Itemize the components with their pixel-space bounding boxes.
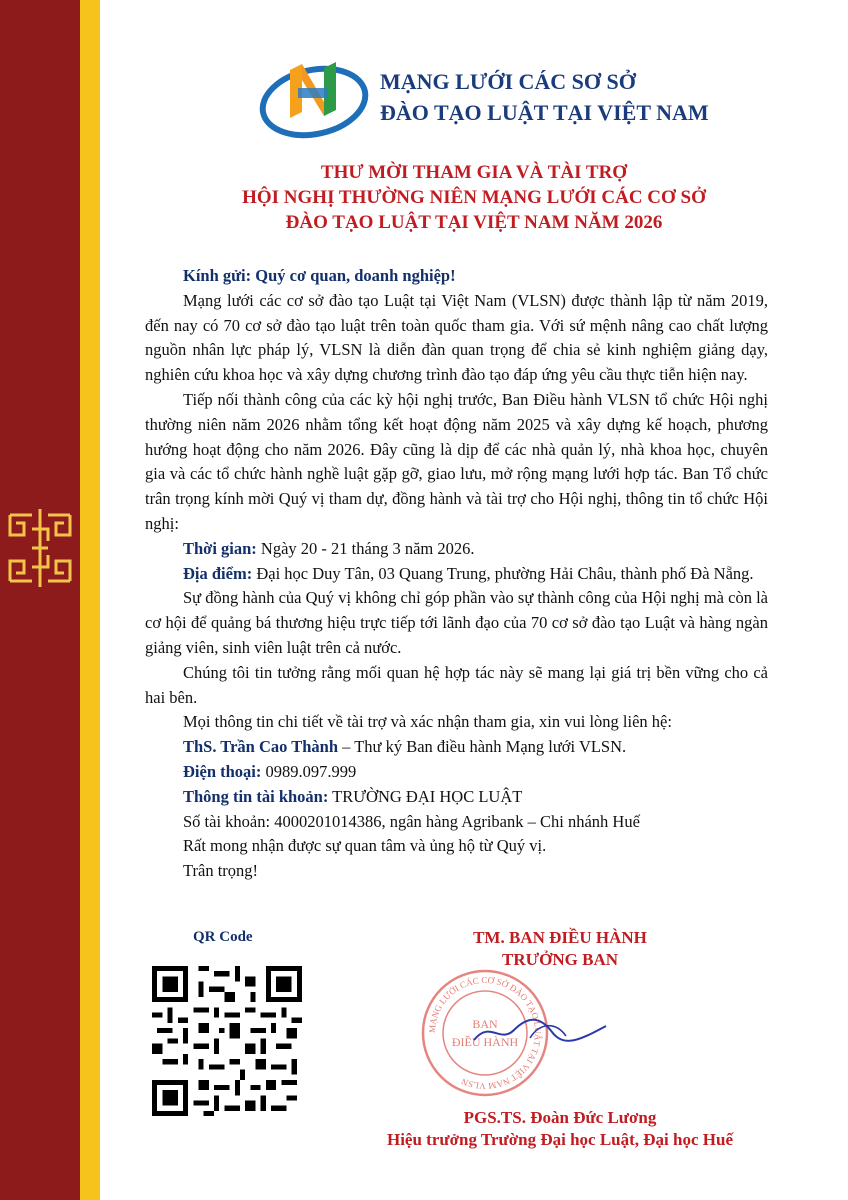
svg-text:MẠNG LƯỚI CÁC CƠ SỞ ĐÀO TẠO LU: MẠNG LƯỚI CÁC CƠ SỞ ĐÀO TẠO LUẬT TẠI VIỆT NAM VLSN [426, 974, 544, 1092]
signer-position: Hiệu trưởng Trường Đại học Luật, Đại học Huế [386, 1130, 734, 1149]
vlsn-logo [258, 58, 370, 140]
qr-code-icon[interactable] [152, 966, 302, 1116]
ornament-icon [2, 505, 78, 591]
svg-text:ĐIỀU HÀNH: ĐIỀU HÀNH [451, 1035, 519, 1049]
signature-title [430, 927, 690, 971]
account-line [145, 785, 768, 810]
signature-title-line1: TM. BAN ĐIỀU HÀNH [473, 928, 647, 947]
paragraph-contact: Mọi thông tin chi tiết về tài trợ và xác nhận tham gia, xin vui lòng liên hệ: [183, 712, 672, 732]
account-value: TRƯỜNG ĐẠI HỌC LUẬT [328, 786, 523, 806]
greeting: Kính gửi: Quý cơ quan, doanh nghiệp! [183, 266, 456, 285]
place-value: Đại học Duy Tân, 03 Quang Trung, phường Hải Châu, thành phố Đà Nẵng. [252, 563, 754, 583]
gold-stripe [80, 0, 100, 1200]
account-number: Số tài khoản: 4000201014386, ngân hàng Agribank – Chi nhánh Huế [183, 811, 640, 831]
paragraph-trust: Chúng tôi tin tưởng rằng mối quan hệ hợp tác này sẽ mang lại giá trị bền vững cho cả hai bên. [145, 662, 768, 707]
contact-role: – Thư ký Ban điều hành Mạng lưới VLSN. [338, 737, 627, 757]
account-label: Thông tin tài khoản: [183, 786, 329, 806]
paragraph-conference: Tiếp nối thành công của các kỳ hội nghị trước, Ban Điều hành VLSN tổ chức Hội nghị thường niên năm 2026 nhằm tổng kết hoạt động năm 2025 và xây dựng kế hoạch, phương hướng hoạt động cho năm 2026. Đây cũng là dịp để các nhà quản lý, nhà khoa học, chuyên gia và các tổ chức hành nghề luật gặp gỡ, giao lưu, mở rộng mạng lưới hợp tác. Ban Tổ chức trân trọng kính mời Quý vị tham dự, đồng hành và tài trợ cho Hội nghị, thông tin tổ chức Hội nghị: [145, 389, 768, 533]
title-line1: THƯ MỜI THAM GIA VÀ TÀI TRỢ [320, 162, 628, 183]
contact-line [145, 735, 768, 760]
contact-name: ThS. Trần Cao Thành [183, 737, 338, 757]
org-name-line1: MẠNG LƯỚI CÁC SƠ SỞ [380, 69, 636, 94]
time-value: Ngày 20 - 21 tháng 3 năm 2026. [256, 538, 475, 558]
paragraph-benefit: Sự đồng hành của Quý vị không chỉ góp phần vào sự thành công của Hội nghị mà còn là cơ hội để quảng bá thương hiệu trực tiếp tới lãnh đạo của 70 cơ sở đào tạo Luật và hàng ngàn giảng viên, sinh viên luật trên cả nước. [145, 588, 768, 657]
phone-value: 0989.097.999 [261, 761, 357, 781]
signer-block [330, 1107, 790, 1151]
left-decorative-band [0, 0, 80, 1200]
org-name-line2: ĐÀO TẠO LUẬT TẠI VIỆT NAM [380, 100, 709, 125]
org-name [380, 66, 709, 128]
place-label: Địa điểm: [183, 563, 253, 583]
letter-body [145, 264, 768, 884]
qr-label: QR Code [193, 929, 253, 945]
title-line3: ĐÀO TẠO LUẬT TẠI VIỆT NAM NĂM 2026 [285, 212, 663, 233]
time-line [145, 537, 768, 562]
svg-text:BAN: BAN [472, 1017, 498, 1031]
invitation-title [100, 160, 848, 235]
paragraph-intro: Mạng lưới các cơ sở đào tạo Luật tại Việt Nam (VLSN) được thành lập từ năm 2019, đến nay có 70 cơ sở đào tạo luật trên toàn quốc tham gia. Với sứ mệnh nâng cao chất lượng nguồn nhân lực pháp lý, VLSN là diễn đàn quan trọng để chia sẻ kinh nghiệm giảng dạy, nghiên cứu khoa học và xây dựng chương trình đào tạo đáp ứng yêu cầu thực tiễn hiện nay. [145, 290, 768, 385]
phone-label: Điện thoại: [183, 761, 262, 781]
place-line [145, 562, 768, 587]
phone-line [145, 760, 768, 785]
regards-line: Trân trọng! [183, 861, 259, 881]
signer-name: PGS.TS. Đoàn Đức Lương [463, 1108, 657, 1127]
handwritten-signature [470, 1010, 610, 1050]
closing-line: Rất mong nhận được sự quan tâm và ủng hộ từ Quý vị. [183, 836, 547, 856]
time-label: Thời gian: [183, 538, 257, 558]
signature-title-line2: TRƯỞNG BAN [501, 950, 618, 969]
title-line2: HỘI NGHỊ THƯỜNG NIÊN MẠNG LƯỚI CÁC CƠ SỞ [242, 187, 706, 208]
